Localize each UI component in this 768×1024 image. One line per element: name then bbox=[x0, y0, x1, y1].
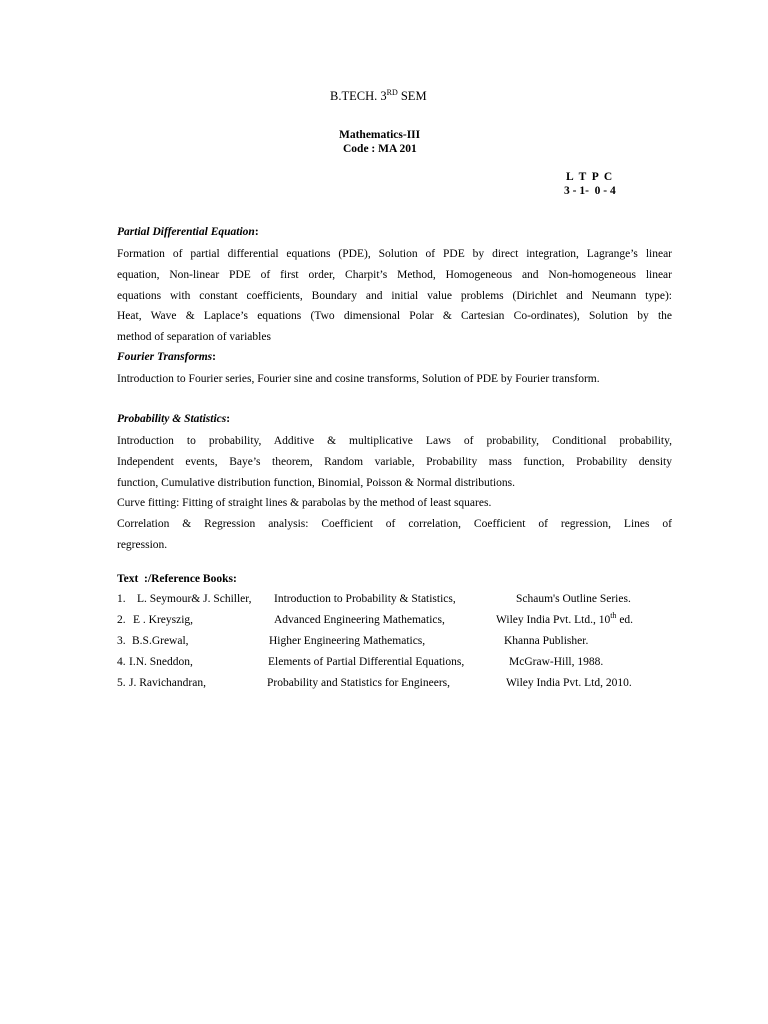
pde-line: equations with constant coefficients, Boundary and initial value problems (Dirichlet and Neumann type): bbox=[117, 289, 672, 302]
title-superscript: RD bbox=[386, 87, 398, 97]
reference-title: Elements of Partial Differential Equations, bbox=[268, 656, 465, 668]
reference-publisher: Schaum's Outline Series. bbox=[516, 593, 631, 605]
page-title bbox=[330, 89, 427, 104]
title-main: B.TECH. 3 bbox=[330, 89, 387, 103]
prob-heading-colon: : bbox=[226, 413, 231, 425]
prob-line: Introduction to probability, Additive & multiplicative Laws of probability, Conditional probability, bbox=[117, 435, 672, 447]
reference-number: 3. bbox=[117, 635, 126, 647]
prob-line: Independent events, Baye’s theorem, Random variable, Probability mass function, Probability density bbox=[117, 455, 672, 468]
reference-title: Higher Engineering Mathematics, bbox=[269, 635, 426, 647]
section-heading-probability bbox=[117, 413, 230, 425]
ltpc-labels: L T P C bbox=[566, 171, 613, 183]
references-heading: Text :/Reference Books: bbox=[117, 573, 237, 585]
section-heading-fourier bbox=[117, 351, 216, 363]
prob-paragraph bbox=[117, 431, 672, 556]
fourier-line: Introduction to Fourier series, Fourier sine and cosine transforms, Solution of PDE by Fourier transform. bbox=[117, 373, 600, 385]
course-code: Code : MA 201 bbox=[343, 143, 417, 155]
reference-author: L. Seymour& J. Schiller, bbox=[137, 593, 252, 605]
reference-number: 1. bbox=[117, 593, 126, 605]
reference-title: Introduction to Probability & Statistics, bbox=[274, 593, 456, 605]
prob-line: regression. bbox=[117, 538, 168, 551]
ltpc-values: 3 - 1- 0 - 4 bbox=[564, 185, 616, 197]
reference-publisher: Wiley India Pvt. Ltd., 10 bbox=[496, 614, 611, 626]
pde-paragraph bbox=[117, 244, 672, 348]
reference-number: 4. bbox=[117, 656, 126, 668]
title-tail: SEM bbox=[397, 89, 427, 103]
fourier-heading-colon: : bbox=[212, 351, 216, 363]
reference-number: 2. bbox=[117, 614, 126, 626]
reference-author: I.N. Sneddon, bbox=[129, 656, 193, 668]
section-heading-pde bbox=[117, 226, 259, 238]
edition-superscript: th bbox=[610, 611, 617, 621]
reference-publisher-group bbox=[496, 611, 634, 626]
reference-publisher-tail: ed. bbox=[616, 614, 634, 626]
pde-heading-text: Partial Differential Equation bbox=[117, 226, 255, 238]
reference-title: Probability and Statistics for Engineers, bbox=[267, 677, 451, 689]
fourier-paragraph bbox=[117, 369, 672, 390]
reference-publisher: Khanna Publisher. bbox=[504, 635, 589, 647]
prob-line: Correlation & Regression analysis: Coefficient of correlation, Coefficient of regression, Lines of bbox=[117, 518, 672, 531]
subject-name: Mathematics-III bbox=[339, 129, 421, 141]
reference-title: Advanced Engineering Mathematics, bbox=[274, 614, 445, 626]
pde-line: Formation of partial differential equations (PDE), Solution of PDE by direct integration, Lagrange’s linear bbox=[117, 248, 672, 260]
pde-line: method of separation of variables bbox=[117, 331, 271, 344]
reference-number: 5. bbox=[117, 677, 126, 689]
pde-line: Heat, Wave & Laplace’s equations (Two dimensional Polar & Cartesian Co-ordinates), Solution by the bbox=[117, 310, 672, 323]
pde-heading-colon: : bbox=[254, 226, 259, 238]
reference-author: E . Kreyszig, bbox=[133, 614, 194, 626]
reference-publisher: Wiley India Pvt. Ltd, 2010. bbox=[506, 677, 632, 689]
fourier-heading-text: Fourier Transforms bbox=[117, 351, 213, 363]
prob-line: function, Cumulative distribution function, Binomial, Poisson & Normal distributions. bbox=[117, 476, 516, 489]
pde-line: equation, Non-linear PDE of first order, Charpit’s Method, Homogeneous and Non-homogeneous linear bbox=[117, 268, 672, 281]
prob-heading-text: Probability & Statistics bbox=[117, 413, 227, 425]
reference-publisher: McGraw-Hill, 1988. bbox=[509, 656, 604, 668]
reference-author: B.S.Grewal, bbox=[132, 635, 189, 647]
prob-line: Curve fitting: Fitting of straight lines & parabolas by the method of least squares. bbox=[117, 497, 492, 510]
reference-author: J. Ravichandran, bbox=[129, 677, 206, 689]
